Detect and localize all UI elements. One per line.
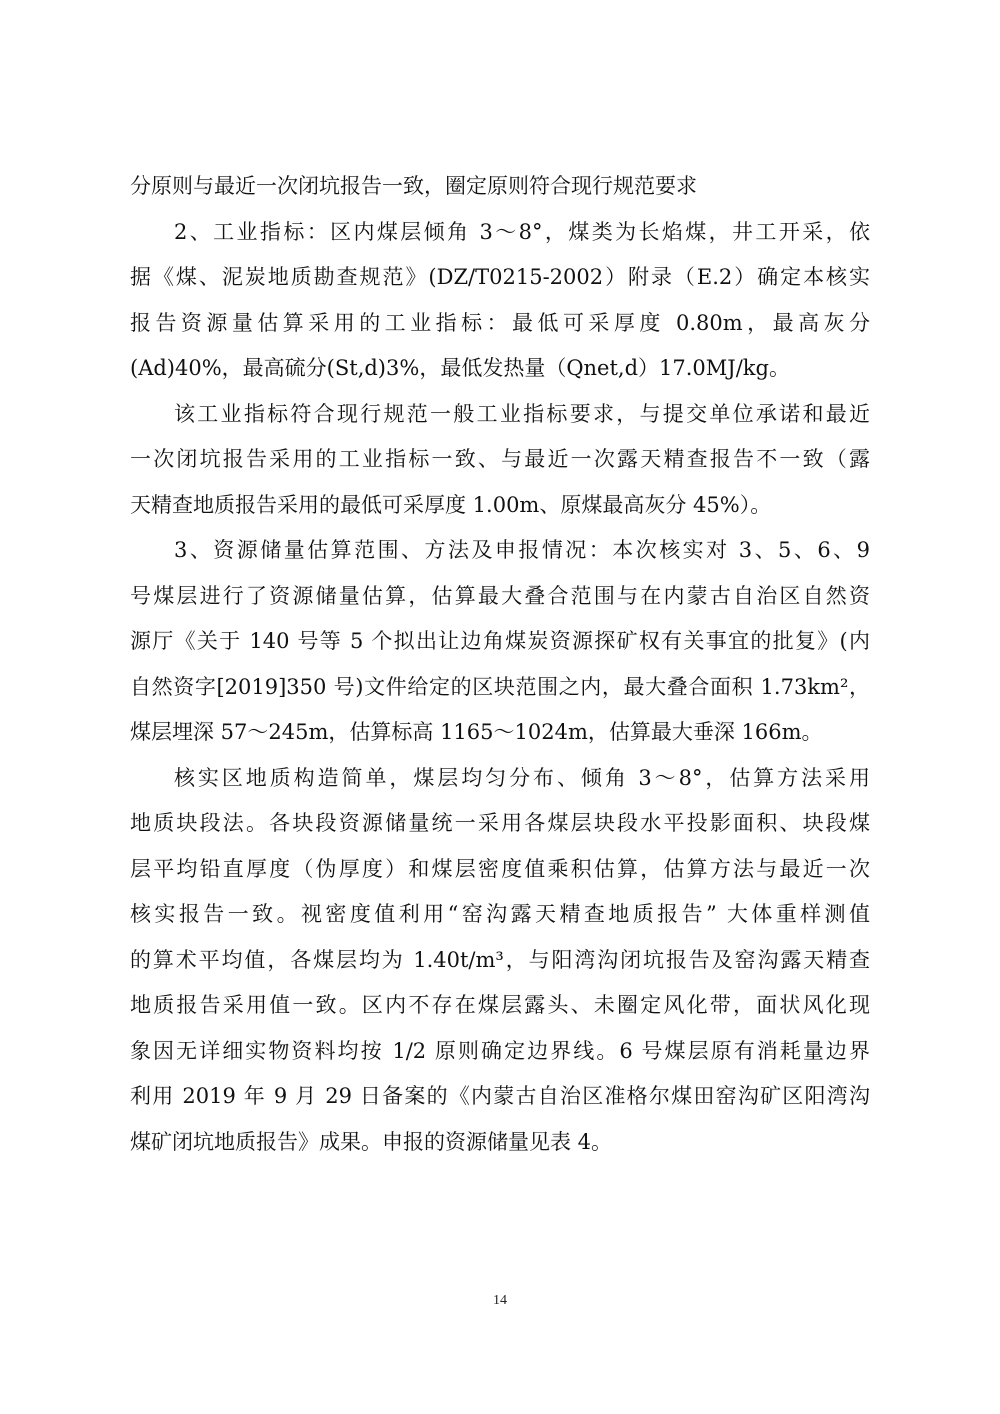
page-number: 14 [493, 1293, 507, 1308]
text-line: 自然资字[2019]350 号)文件给定的区块范围之内，最大叠合面积 1.73km²， [130, 674, 870, 699]
text-line: 煤层埋深 57～245m，估算标高 1165～1024m，估算最大垂深 166m。 [130, 720, 823, 744]
text-line: 层平均铅直厚度（伪厚度）和煤层密度值乘积估算，估算方法与最近一次 [130, 856, 870, 881]
text-line: 地质块段法。各块段资源储量统一采用各煤层块段水平投影面积、块段煤 [130, 811, 870, 835]
text-line: 据《煤、泥炭地质勘查规范》(DZ/T0215-2002）附录（E.2）确定本核实 [130, 265, 870, 289]
body-text [130, 164, 870, 1165]
text-line: 3、资源储量估算范围、方法及申报情况：本次核实对 3、5、6、9 [174, 538, 870, 562]
text-line: (Ad)40%，最高硫分(St,d)3%，最低发热量（Qnet,d）17.0MJ/kg。 [130, 356, 790, 380]
text-line: 分原则与最近一次闭坑报告一致，圈定原则符合现行规范要求 [130, 174, 697, 198]
text-line: 报告资源量估算采用的工业指标：最低可采厚度 0.80m，最高灰分 [130, 310, 870, 335]
text-line: 核实区地质构造简单，煤层均匀分布、倾角 3～8°，估算方法采用 [174, 765, 870, 790]
text-line: 一次闭坑报告采用的工业指标一致、与最近一次露天精查报告不一致（露 [130, 447, 870, 471]
text-line: 天精查地质报告采用的最低可采厚度 1.00m、原煤最高灰分 45%）。 [130, 492, 772, 517]
text-line: 煤矿闭坑地质报告》成果。申报的资源储量见表 4。 [130, 1129, 613, 1154]
text-line: 号煤层进行了资源储量估算，估算最大叠合范围与在内蒙古自治区自然资 [130, 583, 870, 608]
text-line: 地质报告采用值一致。区内不存在煤层露头、未圈定风化带，面状风化现 [130, 993, 870, 1017]
text-line: 象因无详细实物资料均按 1/2 原则确定边界线。6 号煤层原有消耗量边界 [130, 1038, 870, 1063]
text-line: 源厅《关于 140 号等 5 个拟出让边角煤炭资源探矿权有关事宜的批复》(内 [130, 629, 870, 653]
text-line: 利用 2019 年 9 月 29 日备案的《内蒙古自治区准格尔煤田窑沟矿区阳湾沟 [130, 1084, 870, 1108]
text-line: 核实报告一致。视密度值利用“窑沟露天精查地质报告” 大体重样测值 [130, 902, 870, 926]
text-line: 该工业指标符合现行规范一般工业指标要求，与提交单位承诺和最近 [174, 401, 870, 426]
text-line: 的算术平均值，各煤层均为 1.40t/m³，与阳湾沟闭坑报告及窑沟露天精查 [130, 947, 870, 972]
text-line: 2、工业指标：区内煤层倾角 3～8°，煤类为长焰煤，井工开采，依 [174, 219, 870, 244]
